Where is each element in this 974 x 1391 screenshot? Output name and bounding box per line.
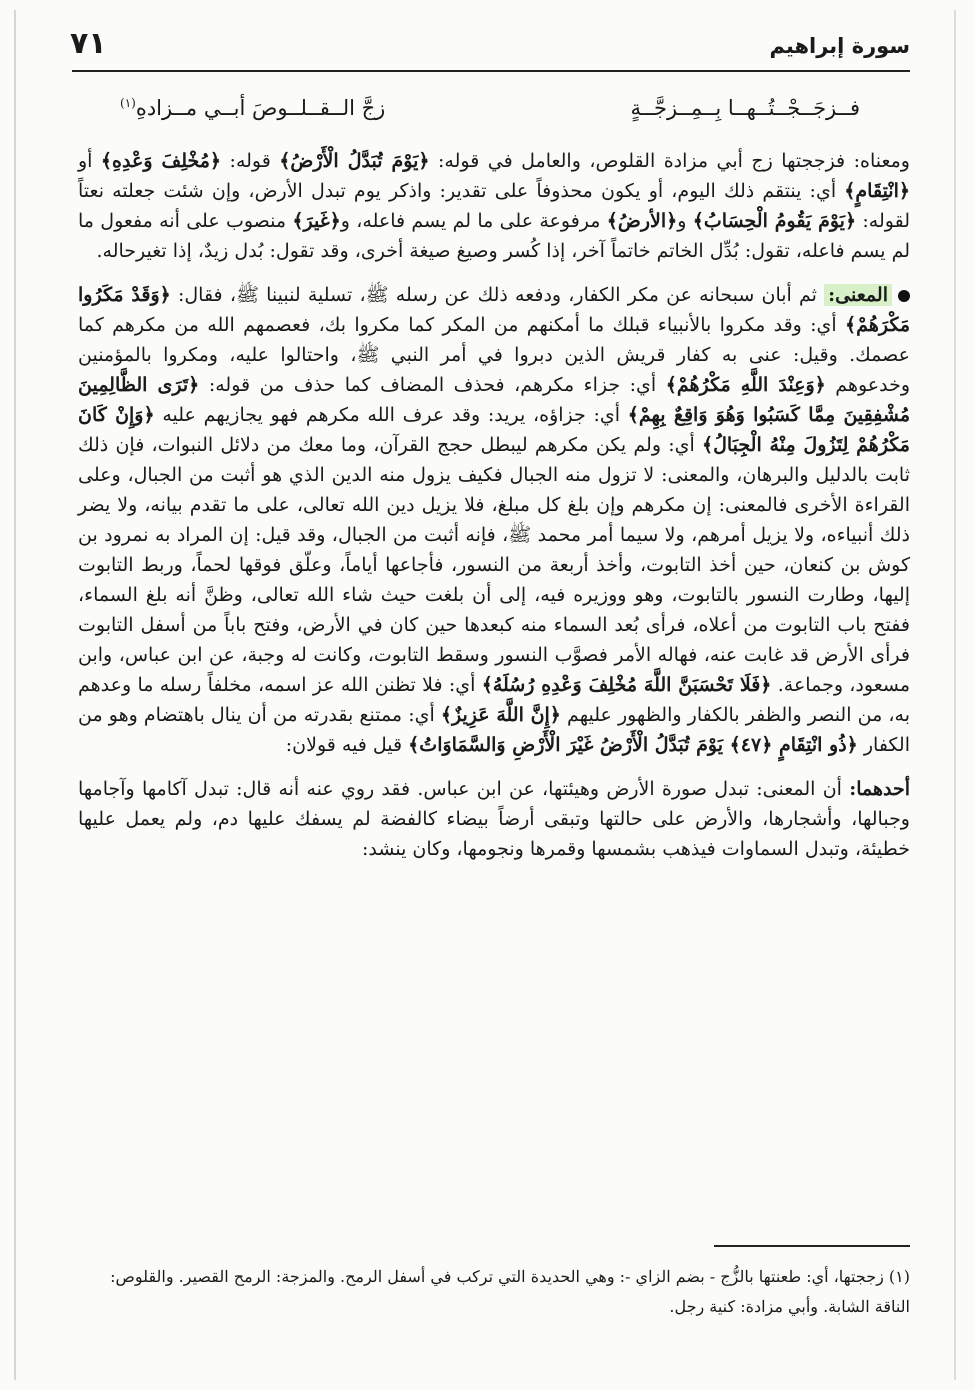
paragraph-gap xyxy=(78,760,910,774)
quran-quote: ﴿وَعِنْدَ اللَّهِ مَكْرُهُمْ﴾ xyxy=(665,374,826,396)
text-run: أي: فلا تظنن الله عز اسمه، مخلفاً رسله ما وعدهم به، من النصر والظفر بالكفار والظهور عليهم xyxy=(78,674,910,726)
paragraph-almaana xyxy=(78,280,910,760)
footnote-separator xyxy=(714,1245,910,1247)
footnotes xyxy=(78,1262,910,1322)
text-run: أي: وقد مكروا بالأنبياء قبلك ما أمكنهم من المكر كما مكروا بك، فعصمهم الله من مكرهم كما عصمك. وقيل: عنى به كفار قريش الذين دبروا في أمر النبي ﷺ، واحتالوا عليه، ومكروا بالمؤمنين وخدعوهم xyxy=(78,314,911,396)
quran-quote: ﴿انْتِقَامٍ﴾ xyxy=(844,180,910,202)
text-run: و xyxy=(677,210,693,232)
quran-quote: ﴿يَوْمَ تُبَدَّلُ الْأَرْضُ﴾ xyxy=(279,150,430,172)
section-label-highlight: المعنى: xyxy=(824,284,892,306)
header-rule xyxy=(72,70,910,72)
text-run: أي: ينتقم ذلك اليوم، أو يكون محذوفاً على تقدير: واذكر يوم تبدل الأرض، وإن شئت جعلته نعتاً لقوله: xyxy=(78,180,910,232)
quran-quote: ﴿فَلَا تَحْسَبَنَّ اللَّهَ مُخْلِفَ وَعْدِهِ رُسُلَهُ﴾ xyxy=(481,674,772,696)
text-run: منصوب على أنه مفعول ما لم يسم فاعله، تقول: بُدِّل الخاتم خاتماً آخر، إذا كُسر وصيغ صيغة أخرى، وقد تقول: بُدل زيدٌ، إذا تغيرحاله. xyxy=(78,210,910,262)
text-run: قوله: xyxy=(221,150,280,172)
page-number: ٧١ xyxy=(70,26,107,61)
quran-quote: ﴿إِنَّ اللَّهَ عَزِيزٌ﴾ xyxy=(440,704,561,726)
quran-quote: ﴿وَإِنْ كَانَ مَكْرُهُمْ لِتَزُولَ مِنْهُ الْجِبَالُ﴾ xyxy=(78,404,910,456)
quran-quote: ﴿يَوْمَ يَقُومُ الْحِسَابُ﴾ xyxy=(692,210,857,232)
bullet-dot-icon xyxy=(898,290,910,302)
paragraph-gap xyxy=(78,266,910,280)
text-run: أن المعنى: تبدل صورة الأرض وهيئتها، عن ابن عباس. فقد روي عنه أنه قال: تبدل آكامها وآجامها وجبالها، وأشجارها، والأرض على حالتها وتبقى أرضاً بيضاء كالفضة لم يسفك عليها دم، ولم يعمل عليها خطيئة، وتبدل السماوات فيذهب بشمسها وقمرها ونجومها، وكان ينشد: xyxy=(78,778,910,860)
text-run: قيل فيه قولان: xyxy=(285,734,409,756)
poetry-verse xyxy=(120,88,860,128)
text-run: أو xyxy=(78,150,101,172)
text-run: ثم أبان سبحانه عن مكر الكفار، ودفعه ذلك عن رسله ﷺ، تسلية لنبينا ﷺ، فقال: xyxy=(170,284,825,306)
scan-edge-right xyxy=(954,10,956,1380)
verse-hemistich-left xyxy=(120,96,385,120)
verse-hemistich-left-text: زجَّ الــقــلــوصَ أبــي مــزادهِ xyxy=(135,96,386,120)
text-run: مرفوعة على ما لم يسم فاعله، و xyxy=(340,210,607,232)
surah-title: سورة إبراهيم xyxy=(769,34,910,58)
quran-quote: ﴿مُخْلِفَ وَعْدِهِ﴾ xyxy=(100,150,222,172)
footnote-text: زججتها، أي: طعنتها بالزُّج - بضم الزاي -: وهي الحديدة التي تركب في أسفل الرمح. والمزجة: الرمح القصير. والقلوص: الناقة الشابة. وأبي مزادة: كنية رجل. xyxy=(110,1267,910,1316)
quran-quote: ﴿غَيرَ﴾ xyxy=(292,210,341,232)
text-run: أي: جزاؤه، يريد: وقد عرف الله مكرهم فهو يجازيهم عليه xyxy=(154,404,628,426)
text-run: أي: ممتنع بقدرته من أن ينال باهتضام وهو من الكفار xyxy=(78,704,910,756)
verse-hemistich-right: فــزجَــجْــتُــهــا بِــمِــزجَّــةٍ xyxy=(630,96,860,120)
page-body xyxy=(78,146,910,864)
footnote-number: (١) xyxy=(888,1267,910,1286)
text-run: أي: جزاء مكرهم، فحذف المضاف كما حذف من قوله: xyxy=(199,374,666,396)
page-header xyxy=(70,26,910,70)
quran-quote: ﴿تَرَى الظَّالِمِينَ مُشْفِقِينَ مِمَّا كَسَبُوا وَهُوَ وَاقِعٌ بِهِمْ﴾ xyxy=(78,374,910,426)
paragraph-meaning xyxy=(78,146,910,266)
footnote-1 xyxy=(78,1262,910,1322)
text-run: أي: ولم يكن مكرهم ليبطل حجج القرآن، وما معك من دلائل النبوات، فإن ذلك ثابت بالدليل والبرهان، والمعنى: لا تزول منه الجبال فكيف يزول منه الدين الذي هو أثبت من الجبال، وعلى القراءة الأخرى فالمعنى: إن مكرهم وإن بلغ كل مبلغ، فلا يزيل دين الله تعالى، على ما تقدم بيانه، ولا يضر ذلك أنبياءه، ولا يزيل أمرهم، ولا سيما أمر محمد ﷺ، فإنه أثبت من الجبال، وقد قيل: إن المراد به نمرود بن كوش بن كنعان، حين أخذ التابوت، وأخذ أربعة من النسور، فأجاعها أياماً، وعلّق فوقها لحماً، وربط التابوت إليها، وطارت النسور بالتابوت، وهو ووزيره فيه، إلى أن بلغت حيث شاء الله تعالى، وظنَّ أنه بلغ السماء، ففتح باب التابوت من أعلاه، فرأى بُعد السماء منه كبعدها حين كان في الأرض، وفتح باباً من أسفل التابوت فرأى الأرض قد غابت عنه، فهاله الأمر فصوَّب النسور وسقط التابوت، وكانت له وجبة، عن ابن عباس، وابن مسعود، وجماعة. xyxy=(78,434,910,696)
opinion-label: أحدهما: xyxy=(849,778,910,800)
quran-quote: ﴿ذُو انْتِقَامٍ ﴿٤٧﴾ يَوْمَ تُبَدَّلُ الْأَرْضُ غَيْرَ الْأَرْضِ وَالسَّمَاوَاتُ﴾ xyxy=(408,734,858,756)
footnote-reference: (١) xyxy=(120,96,136,110)
quran-quote: ﴿وَقَدْ مَكَرُوا مَكْرَهُمْ﴾ xyxy=(78,284,910,336)
quran-quote: ﴿الأرضُ﴾ xyxy=(606,210,678,232)
paragraph-first-opinion xyxy=(78,774,910,864)
scan-edge-left xyxy=(14,10,16,1380)
text-run: ومعناه: فزججتها زج أبي مزادة القلوص، والعامل في قوله: xyxy=(429,150,910,172)
